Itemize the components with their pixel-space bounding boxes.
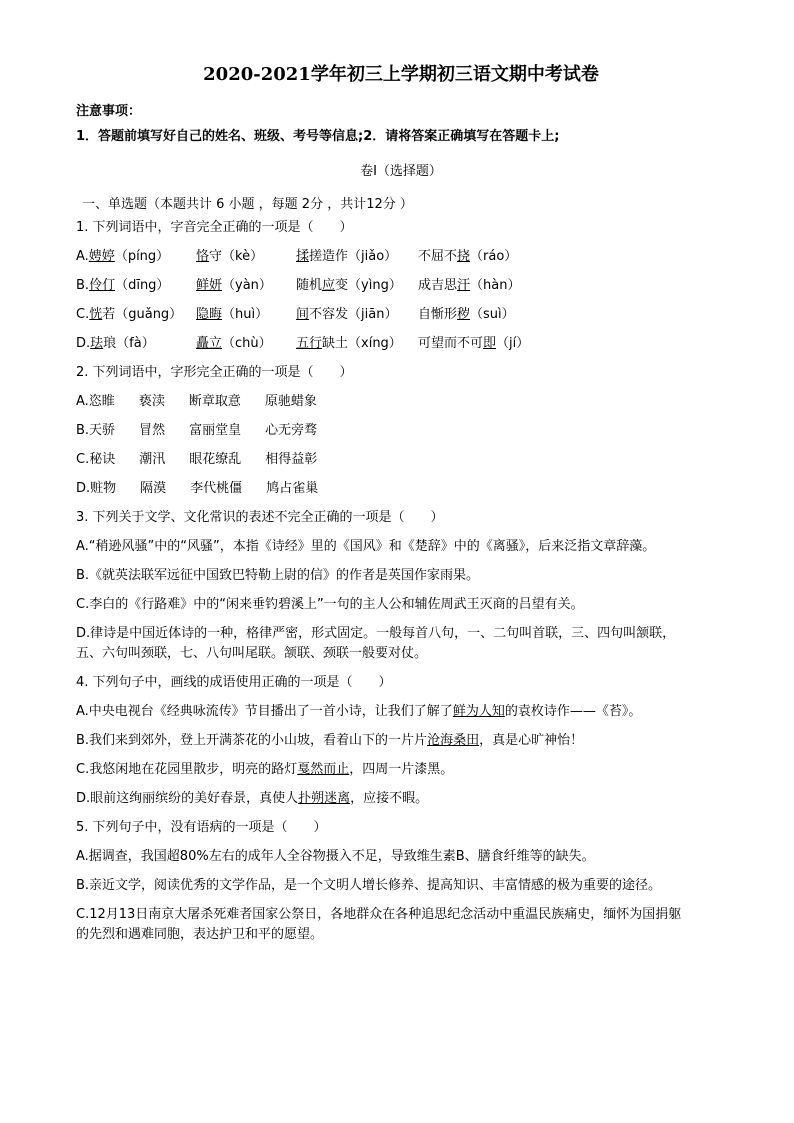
- option-text: （yàn）: [222, 278, 272, 293]
- exam-page: [76, 60, 726, 954]
- option-text: D.: [76, 336, 91, 351]
- question-2-stem: 2. 下列词语中，字形完全正确的一项是（ ）: [76, 365, 353, 380]
- option-cell: [418, 334, 568, 354]
- option-text: （huì）: [222, 307, 269, 322]
- option-text: ，四周一片漆黑。: [349, 762, 454, 777]
- question-5-option-a: A.据调查，我国超80%左右的成年人全谷物摄入不足，导致维生素B、膳食纤维等的缺失。: [76, 849, 595, 864]
- question-3-stem: 3. 下列关于文学、文化常识的表述不完全正确的一项是（ ）: [76, 510, 444, 525]
- option-cell: [296, 247, 418, 267]
- option-word: D.赃物: [76, 481, 117, 496]
- question-2-option-row: [76, 450, 726, 470]
- section-heading: 一、单选题（本题共计 6 小题 ，每题 2分 ，共计12分 ）: [82, 197, 413, 212]
- underlined-char: 汗: [457, 278, 471, 293]
- underlined-char: 即: [483, 336, 497, 351]
- question-4-option-d: [76, 789, 726, 809]
- question-2-options: [76, 392, 726, 499]
- option-text: 不容发（jiān）: [309, 307, 398, 322]
- underlined-char: 恪: [196, 249, 210, 264]
- question-1-option-row: [76, 276, 726, 296]
- underlined-char: 矗立: [196, 336, 223, 351]
- option-text: （hàn）: [470, 278, 521, 293]
- question-3-option-c: C.李白的《行路难》中的“闲来垂钓碧溪上”一句的主人公和辅佐周武王灭商的吕望有关。: [76, 597, 584, 612]
- option-text: 琅（fà）: [103, 336, 155, 351]
- question-1-option-row: [76, 305, 726, 325]
- underlined-char: 隐晦: [196, 307, 223, 322]
- option-cell: [76, 247, 196, 267]
- question-5-option-c-line1: C.12月13日南京大屠杀死难者国家公祭日，各地群众在各种追思纪念活动中重温民族痛史，缅怀为国捐躯: [76, 907, 682, 922]
- option-text: 的袁枚诗作——《苔》。: [504, 704, 642, 719]
- question-4-option-a: [76, 702, 726, 722]
- question-2-option-row: [76, 479, 726, 499]
- option-text: A.中央电视台《经典咏流传》节目播出了一首小诗，让我们了解了: [76, 704, 453, 719]
- underlined-char: 娉婷: [88, 249, 115, 264]
- underlined-char: 应: [322, 278, 336, 293]
- option-word: 李代桃僵: [190, 481, 243, 496]
- option-text: ，应接不暇。: [350, 791, 429, 806]
- underlined-char: 间: [296, 307, 310, 322]
- option-text: 可望而不可: [418, 336, 484, 351]
- option-text: 缺土（xíng）: [322, 336, 402, 351]
- option-word: 亵渎: [138, 394, 165, 409]
- option-text: B.: [76, 278, 90, 293]
- option-text: ，真是心旷神怡！: [479, 733, 584, 748]
- option-cell: [418, 247, 568, 267]
- option-cell: [196, 334, 296, 354]
- notice-heading: 注意事项：: [76, 104, 142, 119]
- option-text: B.我们来到郊外，登上开满茶花的小山坡，看着山下的一片片: [76, 733, 428, 748]
- option-text: 自惭形: [418, 307, 458, 322]
- option-word: 眼花缭乱: [189, 452, 242, 467]
- option-text: （jí）: [496, 336, 530, 351]
- option-text: （ráo）: [470, 249, 518, 264]
- option-text: A.: [76, 249, 89, 264]
- question-3-option-b: B.《就英法联军远征中国致巴特勒上尉的信》的作者是英国作家雨果。: [76, 568, 480, 583]
- underlined-char: 挠: [457, 249, 471, 264]
- option-cell: [196, 247, 296, 267]
- question-3-option-d-line1: D.律诗是中国近体诗的一种，格律严密，形式固定。一般每首八句，一、二句叫首联，三、四句叫颔联，: [76, 626, 676, 641]
- question-4-stem: 4. 下列句子中，画线的成语使用正确的一项是（ ）: [76, 675, 392, 690]
- option-word: A.恣睢: [76, 394, 115, 409]
- option-text: （chù）: [222, 336, 272, 351]
- notice-body: 1．答题前填写好自己的姓名、班级、考号等信息;2．请将答案正确填写在答题卡上;: [76, 129, 560, 144]
- option-word: 冒然: [139, 423, 166, 438]
- option-text: C.我悠闲地在花园里散步，明亮的路灯: [76, 762, 298, 777]
- option-text: （suì）: [470, 307, 515, 322]
- option-cell: [76, 305, 196, 325]
- underlined-char: 揉: [296, 249, 310, 264]
- underlined-char: 五行: [296, 336, 323, 351]
- page-title: 2020-2021学年初三上学期初三语文期中考试卷: [203, 64, 599, 85]
- option-cell: [296, 305, 418, 325]
- part-title: 卷I（选择题）: [360, 164, 442, 179]
- underlined-char: 珐: [90, 336, 104, 351]
- option-word: C.秘诀: [76, 452, 116, 467]
- question-1-options: [76, 247, 726, 354]
- question-5-option-b: B.亲近文学，阅读优秀的文学作品，是一个文明人增长修养、提高知识、丰富情感的极为重要的途径。: [76, 878, 662, 893]
- option-text: 若（guǎng）: [102, 307, 183, 322]
- option-word: 断章取意: [188, 394, 241, 409]
- option-text: 变（yìng）: [335, 278, 402, 293]
- option-text: 随机: [296, 278, 323, 293]
- option-word: 相得益彰: [265, 452, 318, 467]
- question-1-stem: 1. 下列词语中，字音完全正确的一项是（ ）: [76, 220, 353, 235]
- option-cell: [76, 276, 196, 296]
- option-text: （dīng）: [115, 278, 170, 293]
- option-cell: [296, 276, 418, 296]
- option-word: 富丽堂皇: [189, 423, 242, 438]
- option-word: B.天骄: [76, 423, 116, 438]
- option-text: 不屈不: [418, 249, 458, 264]
- option-cell: [196, 276, 296, 296]
- option-cell: [418, 276, 568, 296]
- option-word: 隔漠: [140, 481, 167, 496]
- underlined-idiom: 沧海桑田: [427, 733, 480, 748]
- option-text: 搓造作（jiǎo）: [309, 249, 398, 264]
- question-4-option-b: [76, 731, 726, 751]
- question-2-option-row: [76, 392, 726, 412]
- question-5-stem: 5. 下列句子中，没有语病的一项是（ ）: [76, 820, 327, 835]
- option-word: 潮汛: [139, 452, 166, 467]
- option-word: 鸠占雀巢: [266, 481, 319, 496]
- underlined-char: 鲜妍: [196, 278, 223, 293]
- underlined-char: 恍: [89, 307, 103, 322]
- question-1-option-row: [76, 334, 726, 354]
- underlined-idiom: 戛然而止: [297, 762, 350, 777]
- question-4-option-c: [76, 760, 726, 780]
- question-3-option-d-line2: 五、六句叫颈联，七、八句叫尾联。颔联、颈联一般要对仗。: [76, 646, 428, 661]
- question-5-option-c-line2: 的先烈和遇难同胞，表达护卫和平的愿望。: [76, 927, 324, 942]
- option-text: C.: [76, 307, 90, 322]
- underlined-idiom: 鲜为人知: [452, 704, 505, 719]
- question-2-option-row: [76, 421, 726, 441]
- option-word: 原驰蜡象: [264, 394, 317, 409]
- underlined-idiom: 扑朔迷离: [298, 791, 351, 806]
- option-text: 成吉思: [418, 278, 458, 293]
- underlined-char: 伶仃: [89, 278, 116, 293]
- underlined-char: 秽: [457, 307, 471, 322]
- option-word: 心无旁骛: [265, 423, 318, 438]
- option-cell: [76, 334, 196, 354]
- option-cell: [196, 305, 296, 325]
- option-cell: [296, 334, 418, 354]
- question-3-option-a: A.“稍逊风骚”中的“风骚”，本指《诗经》里的《国风》和《楚辞》中的《离骚》，后来泛指文章辞藻。: [76, 539, 656, 554]
- option-text: D.眼前这绚丽缤纷的美好春景，真使人: [76, 791, 299, 806]
- option-text: 守（kè）: [209, 249, 264, 264]
- option-text: （píng）: [114, 249, 170, 264]
- option-cell: [418, 305, 568, 325]
- question-1-option-row: [76, 247, 726, 267]
